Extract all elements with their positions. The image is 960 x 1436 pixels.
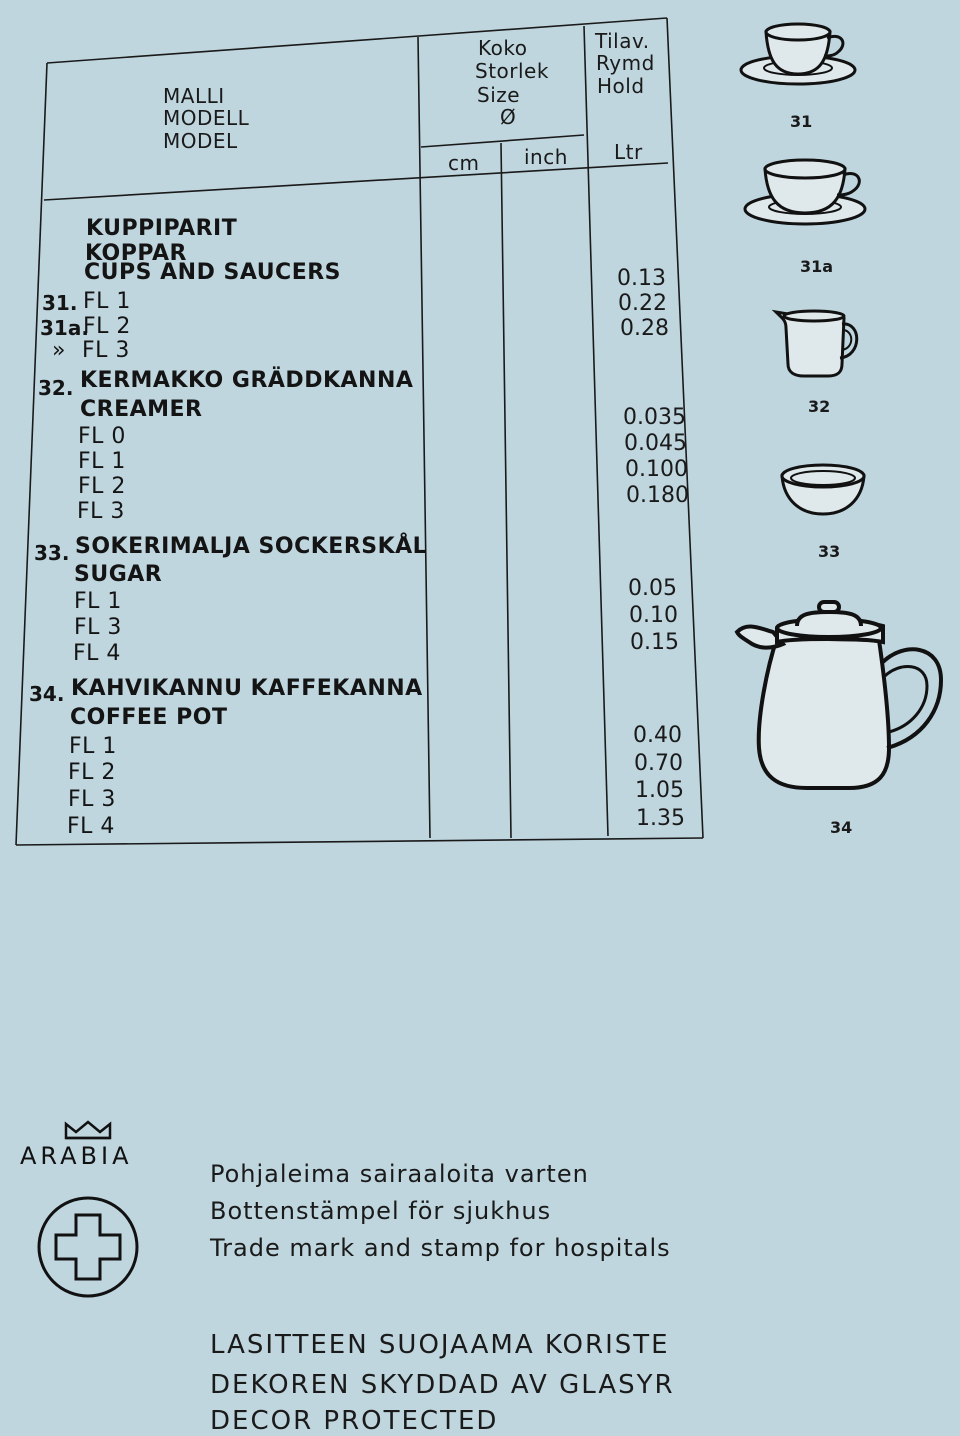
- sugar-bowl-33-illustration: [778, 460, 868, 518]
- row-volume: 1.35: [636, 806, 685, 831]
- header-unit-cm: cm: [448, 151, 480, 175]
- row-number: 31.: [42, 291, 78, 315]
- row-volume: 1.05: [635, 778, 684, 803]
- header-volume-fi: Tilav.: [595, 29, 650, 53]
- section-cups-title-en: CUPS AND SAUCERS: [84, 260, 342, 285]
- cup-and-saucer-31-illustration: [738, 20, 862, 92]
- figure-label-32: 32: [808, 397, 831, 416]
- header-size-en: Size: [477, 83, 521, 107]
- row-volume: 0.05: [628, 576, 677, 601]
- row-volume: 0.035: [623, 405, 686, 430]
- section-number: 34.: [29, 682, 65, 706]
- decor-text-en: DECOR PROTECTED: [210, 1406, 499, 1436]
- header-model-fi: MALLI: [163, 84, 225, 108]
- section-cups-title-fi: KUPPIPARIT: [86, 216, 238, 241]
- row-item: FL 1: [78, 449, 126, 474]
- row-item: FL 2: [78, 474, 126, 499]
- row-volume: 0.13: [617, 266, 666, 291]
- coffee-pot-34-illustration: [733, 598, 947, 794]
- row-volume: 0.045: [624, 431, 687, 456]
- header-size-sv: Storlek: [475, 59, 549, 83]
- cup-and-saucer-31a-illustration: [743, 157, 871, 231]
- row-item: FL 3: [82, 338, 130, 363]
- row-item: FL 2: [83, 314, 131, 339]
- row-volume: 0.10: [629, 603, 678, 628]
- stamp-text-en: Trade mark and stamp for hospitals: [210, 1234, 671, 1262]
- crown-logo-icon: [62, 1120, 114, 1142]
- decor-text-fi: LASITTEEN SUOJAAMA KORISTE: [210, 1330, 670, 1360]
- row-volume: 0.70: [634, 751, 683, 776]
- brand-wordmark: ARABIA: [20, 1142, 133, 1170]
- figure-label-31a: 31a: [800, 257, 834, 276]
- row-number: »: [52, 338, 66, 363]
- row-volume: 0.100: [625, 457, 688, 482]
- section-creamer-title-fi-sv: KERMAKKO GRÄDDKANNA: [80, 368, 414, 393]
- figure-label-34: 34: [830, 818, 853, 837]
- row-item: FL 1: [69, 734, 117, 759]
- figure-label-31: 31: [790, 112, 813, 131]
- stamp-text-fi: Pohjaleima sairaaloita varten: [210, 1160, 589, 1188]
- row-item: FL 1: [74, 589, 122, 614]
- section-number: 32.: [38, 376, 74, 400]
- section-coffeepot-title-fi-sv: KAHVIKANNU KAFFEKANNA: [71, 676, 423, 701]
- header-unit-inch: inch: [524, 145, 568, 169]
- row-number: 31a.: [40, 316, 89, 340]
- row-item: FL 0: [78, 424, 126, 449]
- section-creamer-title-en: CREAMER: [80, 397, 203, 422]
- decor-text-sv: DEKOREN SKYDDAD AV GLASYR: [210, 1370, 675, 1400]
- row-item: FL 2: [68, 760, 116, 785]
- row-item: FL 3: [77, 499, 125, 524]
- row-volume: 0.15: [630, 630, 679, 655]
- section-coffeepot-title-en: COFFEE POT: [70, 705, 228, 730]
- header-model-en: MODEL: [163, 129, 238, 153]
- figure-label-33: 33: [818, 542, 841, 561]
- row-volume: 0.22: [618, 291, 667, 316]
- section-sugar-title-en: SUGAR: [74, 562, 163, 587]
- section-sugar-title-fi-sv: SOKERIMALJA SOCKERSKÅL: [75, 534, 428, 559]
- header-size-fi: Koko: [478, 36, 528, 60]
- row-volume: 0.180: [626, 483, 689, 508]
- header-volume-en: Hold: [597, 74, 645, 98]
- stamp-text-sv: Bottenstämpel för sjukhus: [210, 1197, 552, 1225]
- header-unit-ltr: Ltr: [614, 140, 643, 164]
- row-item: FL 4: [73, 641, 121, 666]
- section-number: 33.: [34, 541, 70, 565]
- row-volume: 0.28: [620, 316, 669, 341]
- row-item: FL 3: [68, 787, 116, 812]
- hospital-cross-stamp-icon: [36, 1195, 140, 1299]
- section-cups-title-sv: KOPPAR: [85, 241, 187, 266]
- creamer-32-illustration: [770, 300, 864, 380]
- row-item: FL 1: [83, 289, 131, 314]
- header-volume-sv: Rymd: [596, 51, 655, 75]
- row-volume: 0.40: [633, 723, 682, 748]
- row-item: FL 4: [67, 814, 115, 839]
- header-model-sv: MODELL: [163, 106, 250, 130]
- row-item: FL 3: [74, 615, 122, 640]
- header-diameter-symbol: Ø: [500, 105, 517, 129]
